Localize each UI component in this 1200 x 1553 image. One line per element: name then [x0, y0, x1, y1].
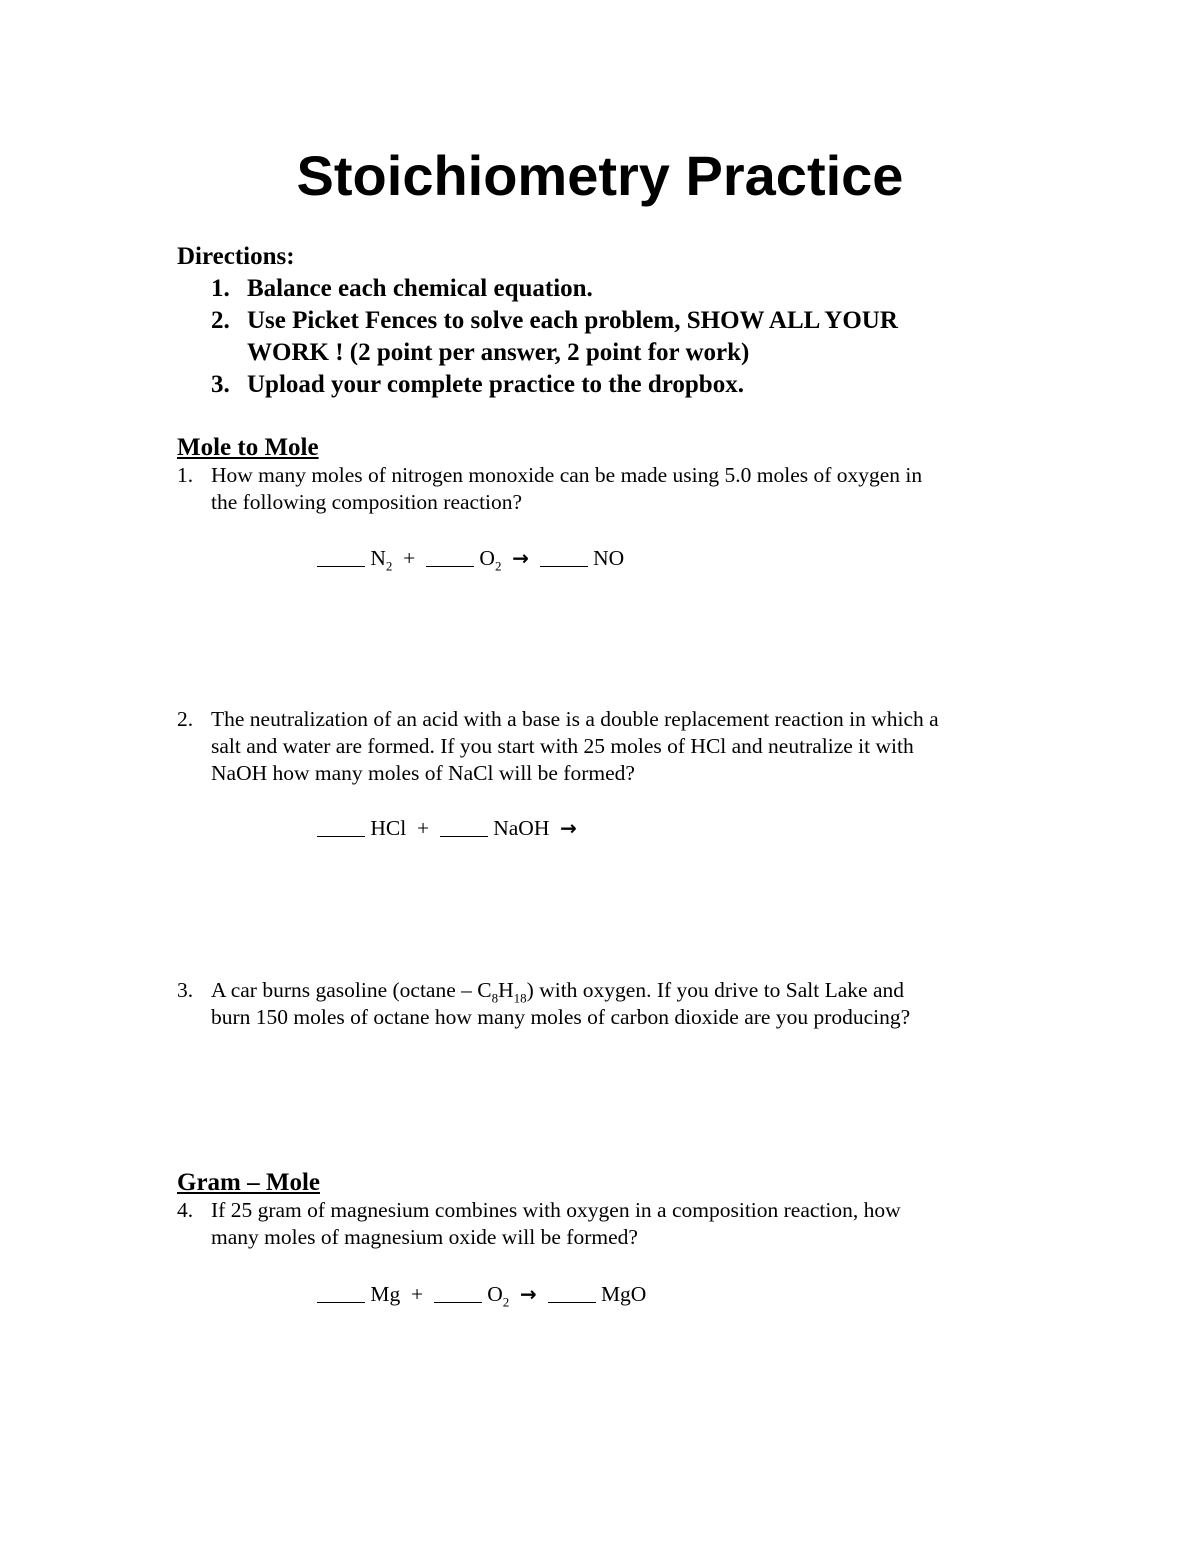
subscript: 2	[385, 558, 393, 574]
question-2	[177, 706, 1027, 787]
arrow-right-icon: →	[560, 816, 577, 840]
coefficient-blank[interactable]	[440, 816, 488, 837]
section-heading-gram-mole: Gram – Mole	[177, 1169, 321, 1196]
direction-text: Upload your complete practice to the dropbox.	[247, 371, 744, 398]
question-number: 1.	[177, 463, 194, 487]
subscript: 18	[513, 990, 527, 1006]
direction-text-continued: WORK ! (2 point per answer, 2 point for work)	[247, 339, 750, 366]
question-text-continued: the following composition reaction?	[211, 490, 523, 514]
coefficient-blank[interactable]	[317, 1282, 365, 1303]
equation-4	[317, 1279, 646, 1309]
direction-item	[177, 369, 1017, 401]
question-text-continued: many moles of magnesium oxide will be formed?	[211, 1225, 638, 1249]
subscript: 2	[494, 558, 502, 574]
reactant-term: NaOH	[493, 816, 550, 840]
direction-item	[177, 305, 1017, 369]
reactant-term: N	[370, 546, 386, 570]
coefficient-blank[interactable]	[317, 816, 365, 837]
plus-sign: +	[403, 546, 416, 570]
question-text-continued: salt and water are formed. If you start with 25 moles of HCl and neutralize it with	[211, 734, 914, 758]
reactant-term: Mg	[370, 1282, 401, 1306]
question-text	[177, 977, 1027, 1004]
coefficient-blank[interactable]	[434, 1282, 482, 1303]
question-text-continued: burn 150 moles of octane how many moles of carbon dioxide are you producing?	[211, 1005, 911, 1029]
direction-item	[177, 273, 1017, 305]
question-4	[177, 1197, 1027, 1251]
question-number: 4.	[177, 1198, 194, 1222]
question-number: 2.	[177, 707, 194, 731]
question-text-continued: NaOH how many moles of NaCl will be formed?	[211, 761, 635, 785]
section-heading-mole-to-mole: Mole to Mole	[177, 434, 319, 461]
directions-list	[177, 273, 1017, 401]
direction-number: 2.	[211, 307, 230, 334]
subscript: 2	[502, 1294, 510, 1310]
question-text: If 25 gram of magnesium combines with oxygen in a composition reaction, how	[211, 1198, 901, 1222]
arrow-right-icon: →	[520, 1282, 537, 1306]
equation-2	[317, 813, 577, 843]
product-term: NO	[593, 546, 625, 570]
reactant-term: HCl	[370, 816, 407, 840]
direction-text: Use Picket Fences to solve each problem, SHOW ALL YOUR	[247, 307, 898, 334]
coefficient-blank[interactable]	[317, 546, 365, 567]
question-number: 3.	[177, 978, 194, 1002]
question-text-part: ) with oxygen. If you drive to Salt Lake and	[526, 978, 905, 1002]
directions-label: Directions:	[177, 243, 295, 270]
direction-number: 1.	[211, 275, 230, 302]
question-text: How many moles of nitrogen monoxide can be made using 5.0 moles of oxygen in	[211, 463, 923, 487]
direction-text: Balance each chemical equation.	[247, 275, 593, 302]
question-3	[177, 977, 1027, 1031]
question-text-part: H	[498, 978, 514, 1002]
question-text: The neutralization of an acid with a base is a double replacement reaction in which a	[211, 707, 939, 731]
coefficient-blank[interactable]	[548, 1282, 596, 1303]
reactant-term: O	[487, 1282, 503, 1306]
subscript: 8	[491, 990, 499, 1006]
reactant-term: O	[479, 546, 495, 570]
plus-sign: +	[416, 816, 430, 840]
plus-sign: +	[411, 1282, 424, 1306]
direction-number: 3.	[211, 371, 230, 398]
coefficient-blank[interactable]	[426, 546, 474, 567]
coefficient-blank[interactable]	[540, 546, 588, 567]
question-text-part: A car burns gasoline (octane – C	[211, 978, 492, 1002]
arrow-right-icon: →	[512, 546, 529, 570]
question-1	[177, 462, 1027, 516]
equation-1	[317, 543, 624, 573]
page-title: Stoichiometry Practice	[296, 144, 904, 207]
product-term: MgO	[600, 1282, 647, 1306]
